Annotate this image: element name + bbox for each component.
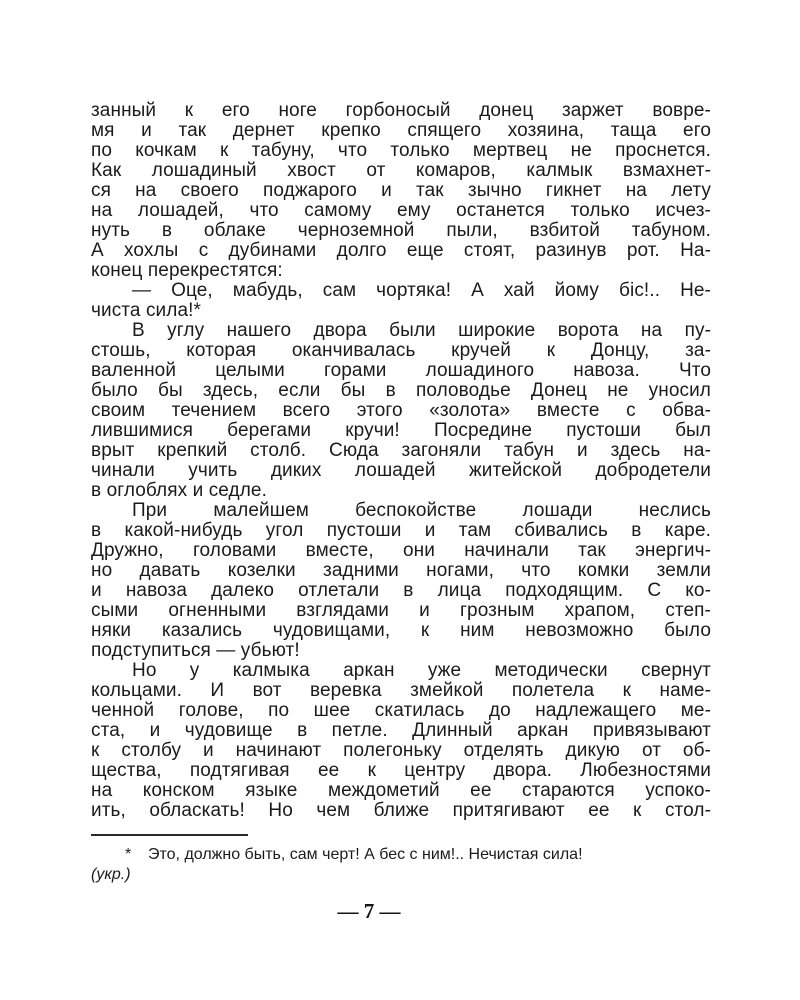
footnote-line — [91, 845, 711, 865]
text-line: ста, и чудовище в петле. Длинный аркан привязывают — [91, 721, 711, 741]
text-line: лившимися берегами кручи! Посредине пустоши был — [91, 421, 711, 441]
text-line: Но у калмыка аркан уже методически свернут — [132, 661, 711, 681]
text-line: При малейшем беспокойстве лошади неслись — [132, 501, 711, 521]
text-line: мя и так дернет крепко спящего хозяина, таща его — [91, 121, 711, 141]
page-number: — 7 — — [337, 899, 401, 923]
text-line: чиста сила!* — [91, 301, 201, 321]
paragraph — [91, 321, 711, 501]
text-line: валенной целыми горами лошадиного навоза. Что — [91, 361, 711, 381]
text-line: сыми огненными взглядами и грозным храпом, степ- — [91, 601, 711, 621]
text-line: щества, подтягивая ее к центру двора. Любезностями — [91, 761, 711, 781]
text-line: стошь, которая оканчивалась кручей к Донцу, за- — [91, 341, 711, 361]
text-line: ить, обласкать! Но чем ближе притягивают ее к стол- — [91, 801, 711, 821]
text-line: на лошадей, что самому ему останется только исчез- — [91, 201, 711, 221]
text-line: на конском языке междометий ее стараются успоко- — [91, 781, 711, 801]
footnote-language-note: (укр.) — [91, 866, 131, 883]
text-line: чинали учить диких лошадей житейской добродетели — [91, 461, 711, 481]
text-line: няки казались чудовищами, к ним невозможно было — [91, 621, 711, 641]
text-line: и навоза далеко отлетали в лица подходящим. С ко- — [91, 581, 711, 601]
text-line: своим течением всего этого «золота» вместе с обва- — [91, 401, 711, 421]
text-line: ченной голове, по шее скатилась до надлежащего ме- — [91, 701, 711, 721]
paragraph — [91, 661, 711, 821]
text-line: в оглоблях и седле. — [91, 481, 267, 501]
footnote — [91, 834, 711, 885]
text-line: Как лошадиный хвост от комаров, калмык взмахнет- — [91, 161, 711, 181]
text-line: конец перекрестятся: — [91, 261, 283, 281]
paragraph — [91, 281, 711, 321]
text-line: Дружно, головами вместе, они начинали так энергич- — [91, 541, 711, 561]
footnote-marker: * — [125, 846, 132, 863]
text-line: ся на своего поджарого и так зычно гикнет на лету — [91, 181, 711, 201]
body-text — [91, 101, 711, 821]
footnote-text: Это, должно быть, сам черт! А бес с ним!.. Нечистая сила! — [148, 846, 583, 863]
paragraph — [91, 101, 711, 281]
text-line: врыт крепкий столб. Сюда загоняли табун и здесь на- — [91, 441, 711, 461]
text-line: А хохлы с дубинами долго еще стоят, разинув рот. На- — [91, 241, 711, 261]
text-line: занный к его ноге горбоносый донец заржет вовре- — [91, 101, 711, 121]
text-line: но давать козелки задними ногами, что комки земли — [91, 561, 711, 581]
text-line: — Оце, мабудь, сам чортяка! А хай йому біс!.. Не- — [132, 281, 711, 301]
text-line: было бы здесь, если бы в половодье Донец не уносил — [91, 381, 711, 401]
text-line: подступиться — убьют! — [91, 641, 300, 661]
text-line: в какой-нибудь угол пустоши и там сбивались в каре. — [91, 521, 711, 541]
text-line: нуть в облаке черноземной пыли, взбитой табуном. — [91, 221, 711, 241]
text-line: к столбу и начинают полегоньку отделять дикую от об- — [91, 741, 711, 761]
text-line: по кочкам к табуну, что только мертвец не проснется. — [91, 141, 711, 161]
text-line: кольцами. И вот веревка змейкой полетела к наме- — [91, 681, 711, 701]
footnote-rule — [91, 834, 248, 836]
text-line: В углу нашего двора были широкие ворота на пу- — [132, 321, 711, 341]
paragraph — [91, 501, 711, 661]
